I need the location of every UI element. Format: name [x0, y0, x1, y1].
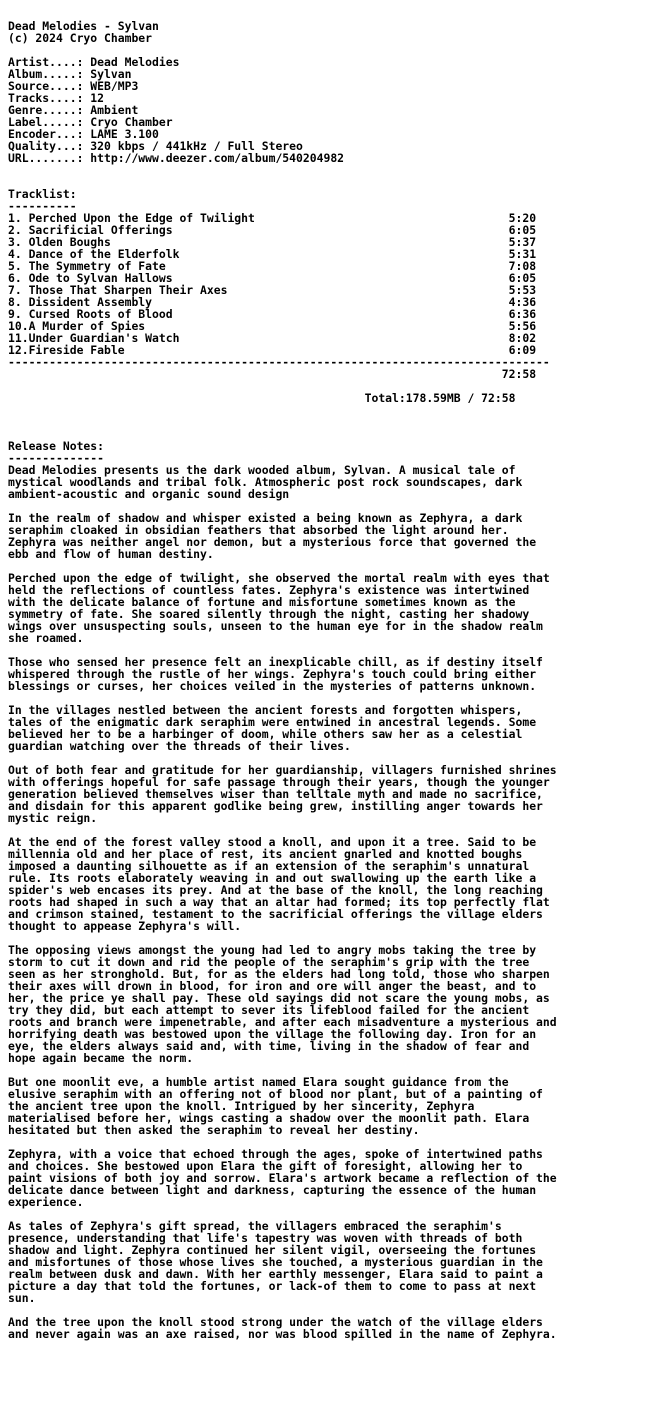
nfo-line: her, the price ye shall pay. These old sayings did not scare the young mobs, as	[8, 991, 550, 1005]
nfo-line	[8, 404, 557, 416]
nfo-document	[8, 20, 557, 1340]
nfo-line: 1. Perched Upon the Edge of Twilight 5:20	[8, 211, 537, 225]
nfo-line: held the reflections of countless fates. Zephyra's existence was intertwined	[8, 583, 530, 597]
nfo-line: roots and branch were impenetrable, and after each misadventure a mysterious and	[8, 1015, 557, 1029]
nfo-line: picture a day that told the fortunes, or lack-of them to come to pass at next	[8, 1279, 537, 1293]
nfo-line: Those who sensed her presence felt an inexplicable chill, as if destiny itself	[8, 655, 543, 669]
nfo-line: experience.	[8, 1195, 84, 1209]
nfo-line: horrifying death was bestowed upon the village the following day. Iron for an	[8, 1027, 537, 1041]
nfo-line: Zephyra, with a voice that echoed through the ages, spoke of intertwined paths	[8, 1147, 543, 1161]
nfo-line: 3. Olden Boughs 5:37	[8, 235, 537, 249]
nfo-line	[8, 164, 557, 176]
nfo-line: 9. Cursed Roots of Blood 6:36	[8, 307, 537, 321]
nfo-line: But one moonlit eve, a humble artist named Elara sought guidance from the	[8, 1075, 509, 1089]
nfo-line: Zephyra was neither angel nor demon, but a mysterious force that governed the	[8, 535, 537, 549]
nfo-line: believed her to be a harbinger of doom, while others saw her as a celestial	[8, 727, 523, 741]
nfo-line: with the delicate balance of fortune and misfortune sometimes known as the	[8, 595, 516, 609]
nfo-line: URL.......: http://www.deezer.com/album/540204982	[8, 151, 345, 165]
nfo-line: Dead Melodies presents us the dark wooded album, Sylvan. A musical tale of	[8, 463, 516, 477]
nfo-line: shadow and light. Zephyra continued her silent vigil, overseeing the fortunes	[8, 1243, 537, 1257]
nfo-line: guardian watching over the threads of their lives.	[8, 739, 351, 753]
nfo-line: (c) 2024 Cryo Chamber	[8, 31, 153, 45]
nfo-line: presence, understanding that life's tapestry was woven with threads of both	[8, 1231, 523, 1245]
nfo-line: Source....: WEB/MP3	[8, 79, 139, 93]
nfo-line	[8, 176, 557, 188]
nfo-line: 12.Fireside Fable 6:09	[8, 343, 537, 357]
nfo-line: mystic reign.	[8, 811, 98, 825]
nfo-line: roots had shaped in such a way that an altar had formed; its top perfectly flat	[8, 895, 550, 909]
nfo-line: Release Notes:	[8, 439, 105, 453]
nfo-line: with offerings hopeful for safe passage through their years, though the younger	[8, 775, 550, 789]
nfo-line: storm to cut it down and rid the people of the seraphim's grip with the tree	[8, 955, 530, 969]
nfo-line: realm between dusk and dawn. With her earthly messenger, Elara said to paint a	[8, 1267, 543, 1281]
nfo-line: spider's web encases its prey. And at the base of the knoll, the long reaching	[8, 883, 543, 897]
nfo-line: generation believed themselves wiser than telltale myth and made no sacrifice,	[8, 787, 543, 801]
nfo-line: Quality...: 320 kbps / 441kHz / Full Stereo	[8, 139, 303, 153]
nfo-line: 6. Ode to Sylvan Hallows 6:05	[8, 271, 537, 285]
nfo-line: ----------	[8, 199, 77, 213]
nfo-line: try they did, but each attempt to sever its lifeblood failed for the ancient	[8, 1003, 530, 1017]
nfo-line: And the tree upon the knoll stood strong under the watch of the village elders	[8, 1315, 543, 1329]
nfo-line: their axes will drown in blood, for iron and ore will anger the beast, and to	[8, 979, 537, 993]
nfo-line: Album.....: Sylvan	[8, 67, 132, 81]
nfo-line: delicate dance between light and darkness, capturing the essence of the human	[8, 1183, 537, 1197]
nfo-line: elusive seraphim with an offering not of blood nor plant, but of a painting of	[8, 1087, 543, 1101]
nfo-line: -------------------------------------------------------------------------------	[8, 355, 550, 369]
nfo-line: thought to appease Zephyra's will.	[8, 919, 242, 933]
nfo-line: mystical woodlands and tribal folk. Atmospheric post rock soundscapes, dark	[8, 475, 523, 489]
nfo-line: seraphim cloaked in obsidian feathers that absorbed the light around her.	[8, 523, 509, 537]
nfo-line: Artist....: Dead Melodies	[8, 55, 180, 69]
nfo-line: --------------	[8, 451, 105, 465]
nfo-line: wings over unsuspecting souls, unseen to the human eye for in the shadow realm	[8, 619, 543, 633]
nfo-line: 7. Those That Sharpen Their Axes 5:53	[8, 283, 537, 297]
nfo-line: the ancient tree upon the knoll. Intrigued by her sincerity, Zephyra	[8, 1099, 475, 1113]
nfo-line: 72:58	[8, 367, 537, 381]
nfo-line: she roamed.	[8, 631, 84, 645]
nfo-line: Out of both fear and gratitude for her guardianship, villagers furnished shrines	[8, 763, 557, 777]
nfo-line: hesitated but then asked the seraphim to reveal her destiny.	[8, 1123, 420, 1137]
nfo-line: Tracks....: 12	[8, 91, 105, 105]
nfo-line: paint visions of both joy and sorrow. Elara's artwork became a reflection of the	[8, 1171, 557, 1185]
nfo-line	[8, 416, 557, 428]
nfo-line: 4. Dance of the Elderfolk 5:31	[8, 247, 537, 261]
nfo-line: symmetry of fate. She soared silently through the night, casting her shadowy	[8, 607, 530, 621]
nfo-line: 10.A Murder of Spies 5:56	[8, 319, 537, 333]
nfo-line: Tracklist:	[8, 187, 77, 201]
nfo-line: ambient-acoustic and organic sound design	[8, 487, 290, 501]
nfo-line: Total:178.59MB / 72:58	[8, 391, 516, 405]
nfo-line: eye, the elders always said and, with time, living in the shadow of fear and	[8, 1039, 530, 1053]
nfo-line: and crimson stained, testament to the sacrificial offerings the village elders	[8, 907, 543, 921]
nfo-line: seen as her stronghold. But, for as the elders had long told, those who sharpen	[8, 967, 550, 981]
nfo-line: Genre.....: Ambient	[8, 103, 139, 117]
nfo-line: and disdain for this apparent godlike being grew, instilling anger towards her	[8, 799, 543, 813]
nfo-line: and choices. She bestowed upon Elara the gift of foresight, allowing her to	[8, 1159, 523, 1173]
nfo-line: At the end of the forest valley stood a knoll, and upon it a tree. Said to be	[8, 835, 537, 849]
nfo-line: hope again became the norm.	[8, 1051, 194, 1065]
nfo-line: imposed a daunting silhouette as if an extension of the seraphim's unnatural	[8, 859, 530, 873]
nfo-line: ebb and flow of human destiny.	[8, 547, 214, 561]
nfo-line: materialised before her, wings casting a shadow over the moonlit path. Elara	[8, 1111, 530, 1125]
nfo-line: sun.	[8, 1291, 36, 1305]
nfo-line: Perched upon the edge of twilight, she observed the mortal realm with eyes that	[8, 571, 550, 585]
nfo-line: The opposing views amongst the young had led to angry mobs taking the tree by	[8, 943, 537, 957]
nfo-line: Encoder...: LAME 3.100	[8, 127, 159, 141]
nfo-line: tales of the enigmatic dark seraphim were entwined in ancestral legends. Some	[8, 715, 537, 729]
nfo-line: 5. The Symmetry of Fate 7:08	[8, 259, 537, 273]
nfo-line: Label.....: Cryo Chamber	[8, 115, 173, 129]
nfo-line: and never again was an axe raised, nor was blood spilled in the name of Zephyra.	[8, 1327, 557, 1341]
nfo-line: Dead Melodies - Sylvan	[8, 19, 159, 33]
nfo-line: In the villages nestled between the ancient forests and forgotten whispers,	[8, 703, 523, 717]
nfo-line: whispered through the rustle of her wings. Zephyra's touch could bring either	[8, 667, 537, 681]
nfo-line: blessings or curses, her choices veiled in the mysteries of patterns unknown.	[8, 679, 537, 693]
nfo-line: 8. Dissident Assembly 4:36	[8, 295, 537, 309]
nfo-line: 2. Sacrificial Offerings 6:05	[8, 223, 537, 237]
nfo-line: 11.Under Guardian's Watch 8:02	[8, 331, 537, 345]
nfo-line: millennia old and her place of rest, its ancient gnarled and knotted boughs	[8, 847, 523, 861]
nfo-line: In the realm of shadow and whisper existed a being known as Zephyra, a dark	[8, 511, 523, 525]
nfo-line: rule. Its roots elaborately weaving in and out swallowing up the earth like a	[8, 871, 537, 885]
nfo-line: and misfortunes of those whose lives she touched, a mysterious guardian in the	[8, 1255, 543, 1269]
nfo-line: As tales of Zephyra's gift spread, the villagers embraced the seraphim's	[8, 1219, 502, 1233]
